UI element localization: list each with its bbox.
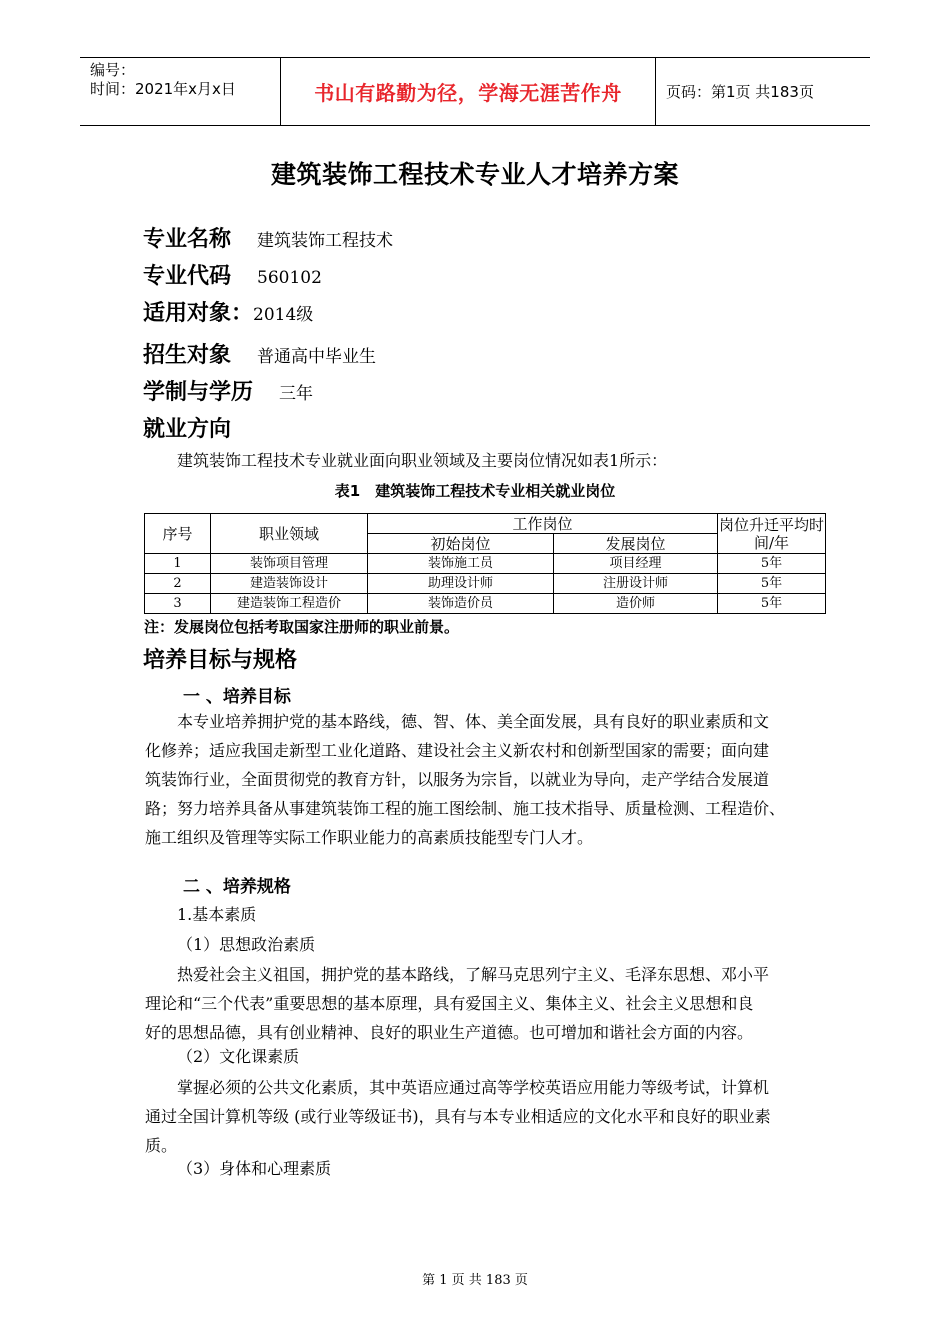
- paragraph-line: 质。: [145, 1136, 178, 1155]
- subheading-health: （3）身体和心理素质: [177, 1159, 332, 1178]
- jobs-table: [144, 513, 826, 614]
- cell-develop: 项目经理: [554, 554, 718, 574]
- employ-intro: 建筑装饰工程技术专业就业面向职业领域及主要岗位情况如表1所示：: [177, 451, 668, 470]
- header-cell-no: 序号: [145, 514, 211, 554]
- meta-employ: [143, 412, 231, 443]
- header-cell-initial: 初始岗位: [368, 534, 554, 554]
- goal-heading: 一 、培养目标: [183, 687, 291, 707]
- paragraph-line: 掌握必须的公共文化素质，其中英语应通过高等学校英语应用能力等级考试，计算机: [177, 1078, 770, 1097]
- paragraph-line: 本专业培养拥护党的基本路线，德、智、体、美全面发展，具有良好的职业素质和文: [177, 712, 770, 731]
- paragraph-line: 热爱社会主义祖国，拥护党的基本路线，了解马克思列宁主义、毛泽东思想、邓小平: [177, 965, 770, 984]
- meta-value: 2014级: [253, 305, 314, 325]
- meta-key: 专业代码: [143, 264, 232, 289]
- document-title: 建筑装饰工程技术专业人才培养方案: [270, 160, 679, 189]
- cell-years: 5年: [718, 594, 826, 614]
- paragraph-line: 施工组织及管理等实际工作职业能力的高素质技能型专门人才。: [145, 828, 594, 847]
- meta-key: 学制与学历: [143, 380, 254, 405]
- cell-years: 5年: [718, 554, 826, 574]
- cell-years: 5年: [718, 574, 826, 594]
- cell-no: 1: [145, 554, 211, 574]
- meta-target: [143, 296, 313, 327]
- table-note: 注：发展岗位包括考取国家注册师的职业前景。: [144, 618, 460, 636]
- page-header: [80, 57, 870, 126]
- meta-key: 专业名称: [143, 227, 232, 252]
- meta-major-code: [143, 259, 322, 290]
- subheading-political: （1）思想政治素质: [177, 935, 316, 954]
- paragraph-line: 好的思想品德，具有创业精神、良好的职业生产道德。也可增加和谐社会方面的内容。: [145, 1023, 754, 1042]
- paragraph-line: 路；努力培养具备从事建筑装饰工程的施工图绘制、施工技术指导、质量检测、工程造价、: [145, 799, 786, 818]
- time-label: 时间：2021年x月x日: [90, 80, 236, 98]
- political-paragraph: [145, 960, 769, 1047]
- basic-quality-heading: 1.基本素质: [177, 905, 257, 924]
- cell-field: 装饰项目管理: [211, 554, 368, 574]
- page-footer: 第 1 页 共 183 页: [422, 1273, 528, 1288]
- cell-field: 建造装饰工程造价: [211, 594, 368, 614]
- meta-key: 就业方向: [143, 417, 232, 442]
- meta-value: 560102: [257, 268, 322, 288]
- table-row: [145, 594, 826, 614]
- meta-key: 招生对象: [143, 343, 232, 368]
- meta-duration: [143, 375, 313, 406]
- header-motto: 书山有路勤为径，学海无涯苦作舟: [280, 58, 656, 125]
- spec-heading: 二 、培养规格: [183, 877, 291, 897]
- paragraph-line: 通过全国计算机等级 (或行业等级证书)，具有与本专业相适应的文化水平和良好的职业素: [145, 1107, 771, 1126]
- cell-develop: 注册设计师: [554, 574, 718, 594]
- meta-value: 普通高中毕业生: [257, 347, 377, 367]
- table-caption: 表1 建筑装饰工程技术专业相关就业岗位: [334, 482, 616, 500]
- number-label: 编号：: [90, 61, 136, 79]
- meta-value: 三年: [279, 384, 314, 404]
- cell-initial: 助理设计师: [368, 574, 554, 594]
- header-cell-promotion: 岗位升迁平均时间/年: [719, 515, 825, 552]
- paragraph-line: 化修养；适应我国走新型工业化道路、建设社会主义新农村和创新型国家的需要；面向建: [145, 741, 770, 760]
- meta-value: 建筑装饰工程技术: [257, 231, 394, 251]
- meta-enroll: [143, 338, 376, 369]
- cell-develop: 造价师: [554, 594, 718, 614]
- meta-major-name: [143, 222, 393, 253]
- cell-initial: 装饰施工员: [368, 554, 554, 574]
- meta-key: 适用对象：: [143, 301, 254, 326]
- paragraph-line: 理论和“三个代表”重要思想的基本原理，具有爱国主义、集体主义、社会主义思想和良: [145, 994, 754, 1013]
- header-cell-work: 工作岗位: [368, 514, 718, 534]
- header-page-info: 页码：第1页 共183页: [666, 83, 814, 101]
- table-row: [145, 574, 826, 594]
- subheading-culture: （2）文化课素质: [177, 1047, 300, 1066]
- cell-no: 3: [145, 594, 211, 614]
- header-cell-develop: 发展岗位: [554, 534, 718, 554]
- header-cell-field: 职业领域: [211, 514, 368, 554]
- goal-paragraph: [145, 707, 785, 852]
- culture-paragraph: [145, 1073, 771, 1160]
- table-row: [145, 554, 826, 574]
- section-heading-goals: 培养目标与规格: [143, 648, 298, 673]
- cell-no: 2: [145, 574, 211, 594]
- header-meta: [80, 58, 280, 125]
- cell-initial: 装饰造价员: [368, 594, 554, 614]
- cell-field: 建造装饰设计: [211, 574, 368, 594]
- paragraph-line: 筑装饰行业，全面贯彻党的教育方针，以服务为宗旨，以就业为导向，走产学结合发展道: [145, 770, 770, 789]
